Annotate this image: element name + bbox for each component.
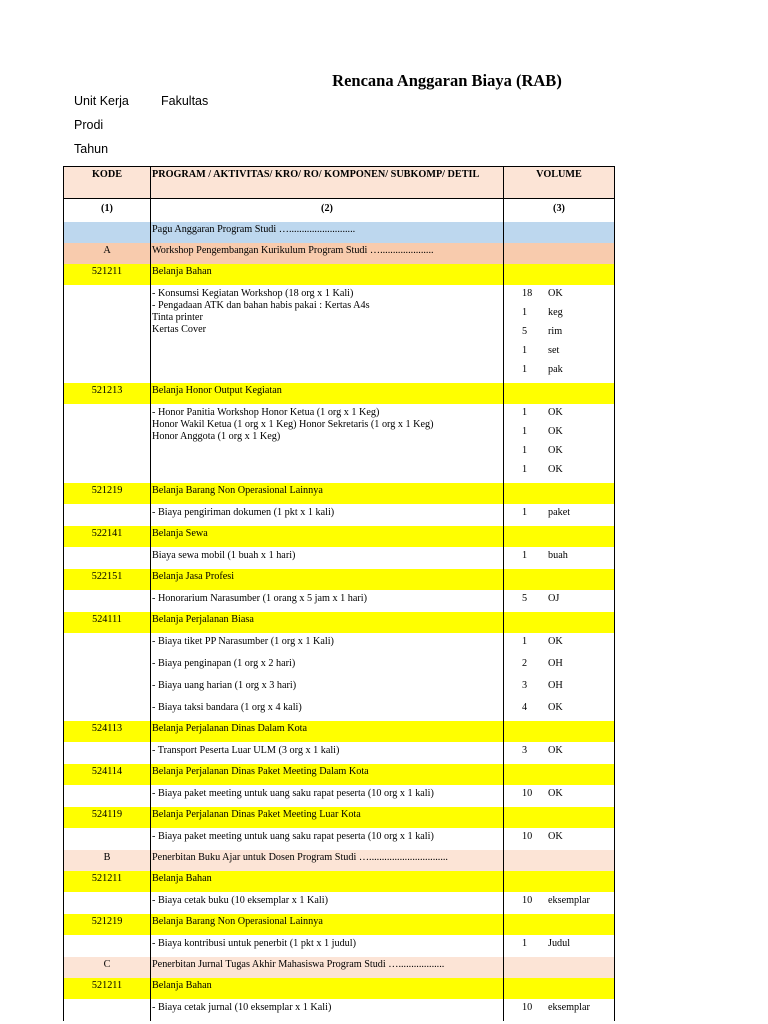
- volume-line: [522, 680, 614, 699]
- numbering-program: (2): [151, 199, 504, 223]
- row-text: - Biaya paket meeting untuk uang saku rapat peserta (10 org x 1 kali): [151, 785, 504, 807]
- numbering-volume: (3): [504, 199, 615, 223]
- row-text-lines: [151, 404, 504, 483]
- row-kode: 521219: [64, 483, 151, 504]
- volume-qty: 4: [522, 702, 528, 713]
- row-kode: 521211: [64, 264, 151, 285]
- volume-unit: OK: [548, 464, 563, 475]
- row-volume: [504, 243, 615, 264]
- volume-line: [522, 464, 614, 483]
- volume-qty: 1: [522, 507, 528, 518]
- row-volume: [504, 547, 615, 569]
- row-volume-lines: [504, 404, 615, 483]
- meta-label: Unit Kerja: [74, 94, 129, 108]
- volume-line: [522, 702, 614, 721]
- row-text: Belanja Bahan: [151, 871, 504, 892]
- row-kode: [64, 699, 151, 721]
- row-kode: 521211: [64, 978, 151, 999]
- row-kode: 522141: [64, 526, 151, 547]
- detail-line: Kertas Cover: [152, 324, 207, 335]
- section-row: [64, 957, 615, 978]
- row-kode: A: [64, 243, 151, 264]
- volume-qty: 3: [522, 680, 528, 691]
- volume-unit: Judul: [548, 938, 571, 949]
- row-volume-lines: [504, 285, 615, 383]
- volume-line: [522, 426, 614, 445]
- item-row: [64, 633, 615, 655]
- row-kode: B: [64, 850, 151, 871]
- volume-line: [522, 364, 614, 383]
- row-kode: 524114: [64, 764, 151, 785]
- volume-qty: 1: [522, 345, 528, 356]
- item-row-multi: [64, 285, 615, 383]
- row-volume: [504, 742, 615, 764]
- row-kode: 524113: [64, 721, 151, 742]
- row-kode: 524111: [64, 612, 151, 633]
- volume-qty: 5: [522, 326, 528, 337]
- volume-unit: rim: [548, 326, 563, 337]
- detail-line: - Honor Panitia Workshop Honor Ketua (1 org x 1 Keg): [152, 407, 380, 418]
- volume-line: [522, 345, 614, 364]
- row-text-lines: [151, 285, 504, 383]
- volume-unit: set: [548, 345, 560, 356]
- volume-unit: OJ: [548, 593, 560, 604]
- detail-line: - Pengadaan ATK dan bahan habis pakai : Kertas A4s: [152, 300, 370, 311]
- row-kode: [64, 655, 151, 677]
- row-volume: [504, 526, 615, 547]
- row-volume: [504, 483, 615, 504]
- detail-line: Honor Wakil Ketua (1 org x 1 Keg) Honor Sekretaris (1 org x 1 Keg): [152, 419, 434, 430]
- item-row: [64, 892, 615, 914]
- volume-qty: 1: [522, 938, 528, 949]
- item-row: [64, 742, 615, 764]
- volume-unit: eksemplar: [548, 895, 590, 906]
- volume-qty: 1: [522, 307, 528, 318]
- volume-unit: OK: [548, 288, 563, 299]
- row-text: Belanja Perjalanan Biasa: [151, 612, 504, 633]
- row-kode: [64, 785, 151, 807]
- row-volume: [504, 633, 615, 655]
- volume-unit: OK: [548, 788, 563, 799]
- account-row: [64, 871, 615, 892]
- account-row: [64, 914, 615, 935]
- volume-qty: 3: [522, 745, 528, 756]
- account-row: [64, 264, 615, 285]
- row-text: Belanja Perjalanan Dinas Paket Meeting Luar Kota: [151, 807, 504, 828]
- volume-unit: OH: [548, 680, 563, 691]
- row-text: - Biaya kontribusi untuk penerbit (1 pkt x 1 judul): [151, 935, 504, 957]
- header-kode: KODE: [64, 167, 151, 199]
- row-volume: [504, 764, 615, 785]
- row-volume: [504, 871, 615, 892]
- volume-unit: OK: [548, 445, 563, 456]
- row-text: Biaya sewa mobil (1 buah x 1 hari): [151, 547, 504, 569]
- account-row: [64, 383, 615, 404]
- meta-prodi: [74, 118, 103, 132]
- row-volume: [504, 569, 615, 590]
- item-row: [64, 547, 615, 569]
- row-kode: [64, 504, 151, 526]
- account-row: [64, 807, 615, 828]
- section-row: [64, 850, 615, 871]
- row-text: Penerbitan Jurnal Tugas Akhir Mahasiswa Program Studi …..................: [151, 957, 504, 978]
- row-text: - Biaya pengiriman dokumen (1 pkt x 1 kali): [151, 504, 504, 526]
- volume-line: [522, 407, 614, 426]
- row-kode: [64, 999, 151, 1021]
- volume-qty: 10: [522, 895, 533, 906]
- account-row: [64, 978, 615, 999]
- row-volume: [504, 978, 615, 999]
- numbering-kode: (1): [64, 199, 151, 223]
- volume-unit: eksemplar: [548, 1002, 590, 1013]
- volume-qty: 18: [522, 288, 533, 299]
- volume-unit: buah: [548, 550, 568, 561]
- item-row: [64, 655, 615, 677]
- row-kode: [64, 828, 151, 850]
- item-row: [64, 677, 615, 699]
- row-text: - Biaya cetak jurnal (10 eksemplar x 1 Kali): [151, 999, 504, 1021]
- volume-unit: keg: [548, 307, 563, 318]
- detail-line: - Konsumsi Kegiatan Workshop (18 org x 1 Kali): [152, 288, 354, 299]
- section-row: [64, 243, 615, 264]
- volume-qty: 1: [522, 464, 528, 475]
- account-row: [64, 526, 615, 547]
- volume-line: [522, 938, 614, 957]
- row-volume: [504, 892, 615, 914]
- volume-qty: 5: [522, 593, 528, 604]
- volume-line: [522, 307, 614, 326]
- volume-line: [522, 788, 614, 807]
- volume-qty: 10: [522, 1002, 533, 1013]
- row-kode: 521213: [64, 383, 151, 404]
- volume-qty: 2: [522, 658, 528, 669]
- row-kode: [64, 742, 151, 764]
- row-text: Belanja Barang Non Operasional Lainnya: [151, 914, 504, 935]
- row-volume: [504, 264, 615, 285]
- row-volume: [504, 807, 615, 828]
- volume-unit: OK: [548, 702, 563, 713]
- volume-qty: 1: [522, 550, 528, 561]
- row-volume: [504, 383, 615, 404]
- row-kode: [64, 285, 151, 383]
- row-kode: 524119: [64, 807, 151, 828]
- volume-unit: OK: [548, 426, 563, 437]
- page-title: Rencana Anggaran Biaya (RAB): [332, 71, 562, 90]
- volume-line: [522, 895, 614, 914]
- numbering-row: [64, 199, 615, 223]
- volume-line: [522, 507, 614, 526]
- row-text: Belanja Bahan: [151, 264, 504, 285]
- meta-tahun: [74, 142, 108, 156]
- item-row: [64, 935, 615, 957]
- volume-unit: OK: [548, 636, 563, 647]
- row-text: - Biaya cetak buku (10 eksemplar x 1 Kali): [151, 892, 504, 914]
- header-program: PROGRAM / AKTIVITAS/ KRO/ RO/ KOMPONEN/ SUBKOMP/ DETIL: [151, 167, 504, 199]
- rab-table: [63, 166, 615, 1021]
- meta-label: Tahun: [74, 142, 109, 156]
- meta-unit-kerja: [74, 94, 209, 108]
- volume-unit: paket: [548, 507, 571, 518]
- row-kode: [64, 935, 151, 957]
- item-row: [64, 828, 615, 850]
- row-text: - Honorarium Narasumber (1 orang x 5 jam x 1 hari): [151, 590, 504, 612]
- row-text: Belanja Jasa Profesi: [151, 569, 504, 590]
- volume-unit: pak: [548, 364, 563, 375]
- row-text: Belanja Bahan: [151, 978, 504, 999]
- volume-qty: 1: [522, 426, 528, 437]
- volume-qty: 10: [522, 788, 533, 799]
- meta-label: Prodi: [74, 118, 104, 132]
- volume-qty: 1: [522, 364, 528, 375]
- row-volume: [504, 721, 615, 742]
- row-volume: [504, 935, 615, 957]
- account-row: [64, 764, 615, 785]
- row-text: - Biaya paket meeting untuk uang saku rapat peserta (10 org x 1 kali): [151, 828, 504, 850]
- row-text: - Biaya tiket PP Narasumber (1 org x 1 Kali): [151, 633, 504, 655]
- row-kode: [64, 677, 151, 699]
- volume-line: [522, 593, 614, 612]
- volume-line: [522, 636, 614, 655]
- row-kode: C: [64, 957, 151, 978]
- volume-line: [522, 831, 614, 850]
- row-volume: [504, 699, 615, 721]
- table-header-row: [64, 167, 615, 199]
- row-volume: [504, 504, 615, 526]
- volume-line: [522, 326, 614, 345]
- row-kode: 521211: [64, 871, 151, 892]
- row-kode: [64, 404, 151, 483]
- pagu-volume: [504, 222, 615, 243]
- row-volume: [504, 828, 615, 850]
- row-text: Belanja Perjalanan Dinas Dalam Kota: [151, 721, 504, 742]
- header-volume: VOLUME: [504, 167, 615, 199]
- item-row: [64, 504, 615, 526]
- row-volume: [504, 677, 615, 699]
- volume-qty: 1: [522, 636, 528, 647]
- row-text: Workshop Pengembangan Kurikulum Program Studi ….....................: [151, 243, 504, 264]
- detail-line: Honor Anggota (1 org x 1 Keg): [152, 431, 281, 442]
- row-text: Belanja Sewa: [151, 526, 504, 547]
- row-text: Belanja Barang Non Operasional Lainnya: [151, 483, 504, 504]
- row-kode: [64, 892, 151, 914]
- row-volume: [504, 999, 615, 1021]
- row-kode: [64, 633, 151, 655]
- volume-unit: OK: [548, 407, 563, 418]
- volume-qty: 1: [522, 445, 528, 456]
- detail-line: Tinta printer: [152, 312, 203, 323]
- item-row-multi: [64, 404, 615, 483]
- account-row: [64, 612, 615, 633]
- volume-unit: OH: [548, 658, 563, 669]
- pagu-row: [64, 222, 615, 243]
- account-row: [64, 569, 615, 590]
- volume-line: [522, 658, 614, 677]
- volume-line: [522, 745, 614, 764]
- account-row: [64, 483, 615, 504]
- row-text: Belanja Perjalanan Dinas Paket Meeting Dalam Kota: [151, 764, 504, 785]
- row-volume: [504, 590, 615, 612]
- row-kode: [64, 590, 151, 612]
- row-volume: [504, 785, 615, 807]
- row-kode: [64, 547, 151, 569]
- row-text: - Biaya penginapan (1 org x 2 hari): [151, 655, 504, 677]
- row-text: Penerbitan Buku Ajar untuk Dosen Program Studi …...............................: [151, 850, 504, 871]
- item-row: [64, 699, 615, 721]
- volume-line: [522, 1002, 614, 1021]
- volume-line: [522, 445, 614, 464]
- row-volume: [504, 957, 615, 978]
- row-volume: [504, 612, 615, 633]
- row-text: - Transport Peserta Luar ULM (3 org x 1 kali): [151, 742, 504, 764]
- account-row: [64, 721, 615, 742]
- volume-unit: OK: [548, 745, 563, 756]
- row-kode: 521219: [64, 914, 151, 935]
- row-text: - Biaya uang harian (1 org x 3 hari): [151, 677, 504, 699]
- row-volume: [504, 655, 615, 677]
- row-text: Belanja Honor Output Kegiatan: [151, 383, 504, 404]
- volume-line: [522, 550, 614, 569]
- volume-qty: 1: [522, 407, 528, 418]
- volume-unit: OK: [548, 831, 563, 842]
- item-row: [64, 590, 615, 612]
- row-text: - Biaya taksi bandara (1 org x 4 kali): [151, 699, 504, 721]
- item-row: [64, 999, 615, 1021]
- row-volume: [504, 914, 615, 935]
- meta-value: Fakultas: [161, 94, 209, 108]
- volume-qty: 10: [522, 831, 533, 842]
- volume-line: [522, 288, 614, 307]
- row-kode: 522151: [64, 569, 151, 590]
- pagu-text: Pagu Anggaran Program Studi …..........................: [151, 222, 504, 243]
- pagu-kode: [64, 222, 151, 243]
- row-volume: [504, 850, 615, 871]
- item-row: [64, 785, 615, 807]
